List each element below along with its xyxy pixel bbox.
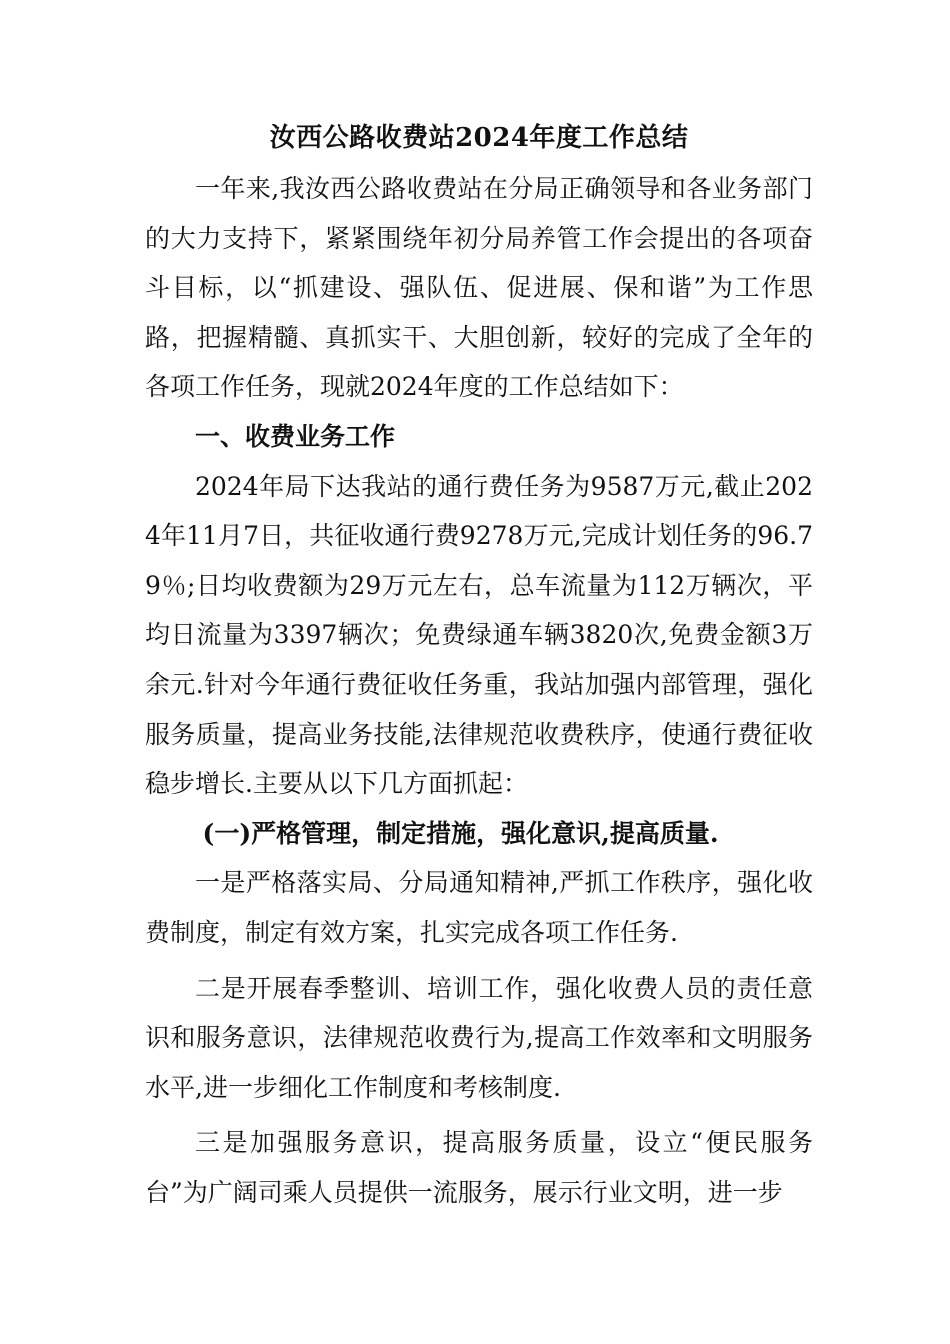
fee-business-paragraph: 2024年局下达我站的通行费任务为9587万元,截止2024年11月7日，共征收通行费9278万元,完成计划任务的96.79％;日均收费额为29万元左右，总车流量为112万辆次，平均日流量为3397辆次；免费绿通车辆3820次,免费金额3万余元.针对今年通行费征收任务重，我站加强内部管理，强化服务质量，提高业务技能,法律规范收费秩序，使通行费征收稳步增长.主要从以下几方面抓起： — [145, 471, 813, 799]
document-title: 汝西公路收费站2024年度工作总结 — [269, 123, 689, 153]
list-item-first: 一是严格落实局、分局通知精神,严抓工作秩序，强化收费制度，制定有效方案，扎实完成各项工作任务. — [145, 868, 813, 947]
list-item-second: 二是开展春季整训、培训工作，强化收费人员的责任意识和服务意识，法律规范收费行为,提高工作效率和文明服务水平,进一步细化工作制度和考核制度. — [145, 973, 813, 1102]
intro-paragraph: 一年来,我汝西公路收费站在分局正确领导和各业务部门的大力支持下，紧紧围绕年初分局养管工作会提出的各项奋斗目标，以“抓建设、强队伍、促进展、保和谐”为工作思路，把握精髓、真抓实干、大胆创新，较好的完成了全年的各项工作任务，现就2024年度的工作总结如下： — [145, 174, 813, 402]
section-heading-fee-business: 一、收费业务工作 — [195, 421, 396, 451]
list-item-third: 三是加强服务意识，提高服务质量，设立“便民服务台”为广阔司乘人员提供一流服务，展示行业文明，进一步 — [145, 1128, 813, 1207]
document-body — [145, 118, 813, 1217]
subsection-heading-management: (一)严格管理，制定措施，强化意识,提高质量. — [202, 818, 719, 848]
